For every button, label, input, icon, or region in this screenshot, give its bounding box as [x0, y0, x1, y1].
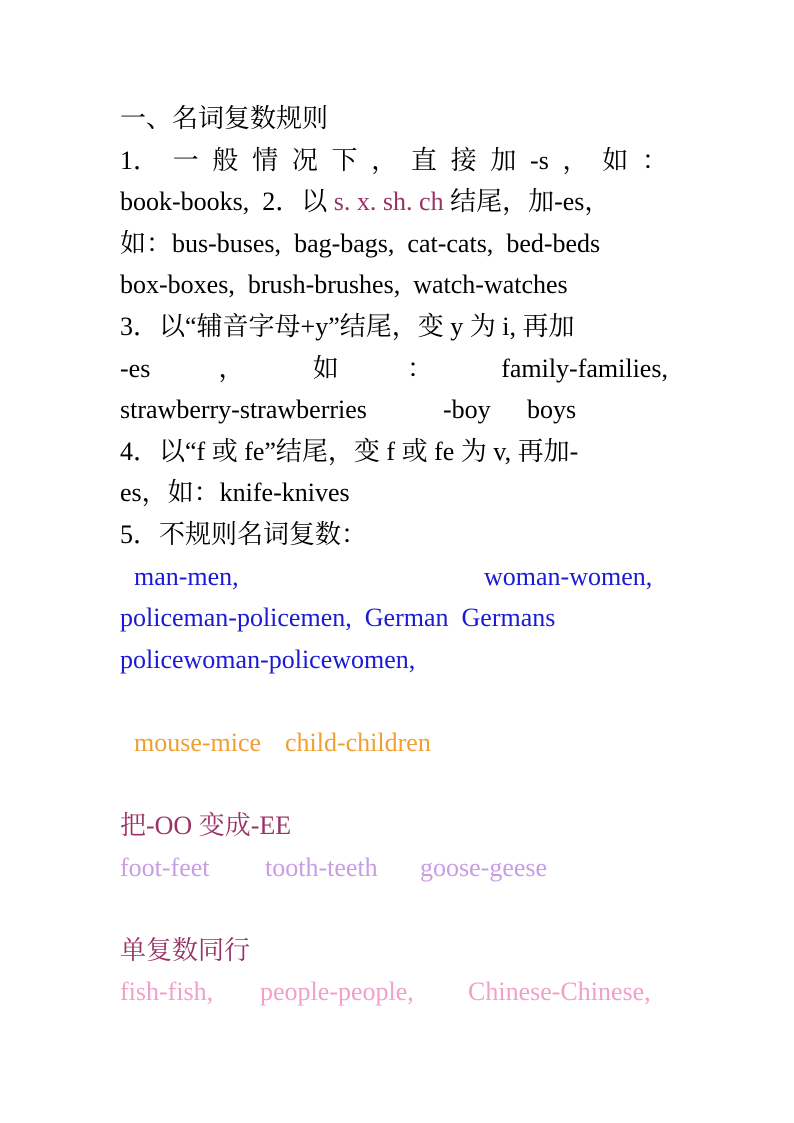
- oo-ee-examples: [120, 847, 668, 889]
- irregular-word: Germans: [461, 603, 556, 633]
- rule1-char: 下: [331, 145, 358, 175]
- irregular-word: policeman-policemen,: [120, 603, 352, 633]
- rule1-line: [120, 140, 668, 182]
- rule3-line: 3．以“辅音字母+y”结尾，变 y 为 i, 再加: [120, 311, 575, 341]
- rule1-example-line: [120, 181, 668, 223]
- irregular-line: policewoman-policewomen,: [120, 644, 416, 674]
- example-word: watch-watches: [413, 270, 568, 300]
- rule3-line: [120, 389, 668, 431]
- irregular-word: man-men,: [134, 561, 239, 591]
- rule3-word: -boy: [443, 395, 491, 425]
- rule1-example: book-books,: [120, 187, 250, 217]
- example-word: fish-fish,: [120, 977, 214, 1007]
- example-word: Chinese-Chinese,: [468, 977, 651, 1007]
- document-page: [120, 98, 668, 1013]
- rule1-char: ，: [562, 145, 589, 175]
- example-word: foot-feet: [120, 852, 210, 882]
- rule3-word: family-families,: [501, 353, 668, 383]
- example-word: tooth-teeth: [265, 852, 378, 882]
- rule4-line: 4．以“f 或 fe”结尾，变 f 或 fe 为 v, 再加-: [120, 436, 579, 466]
- example-word: people-people,: [260, 977, 414, 1007]
- example-word: bed-beds: [506, 228, 601, 258]
- rule1-char: -s: [530, 145, 549, 175]
- rule3-word: ：: [406, 353, 433, 383]
- spacer: [120, 764, 668, 806]
- example-word: box-boxes,: [120, 270, 235, 300]
- example-word: 如：bus-buses,: [120, 228, 282, 258]
- irregular-line: [120, 597, 668, 639]
- rule3-word: 如: [312, 353, 339, 383]
- example-word: bag-bags,: [294, 228, 395, 258]
- rule1-char: 般: [212, 145, 239, 175]
- rule3-word: boys: [527, 395, 577, 425]
- rule2-endings: s. x. sh. ch: [333, 187, 444, 217]
- rule1-char: 加: [490, 145, 517, 175]
- rule2-examples-line: [120, 264, 668, 306]
- rule1-char: ，: [371, 145, 398, 175]
- rule3-line: [120, 348, 668, 390]
- rule1-char: 一: [172, 145, 199, 175]
- rule3-word: ，: [218, 353, 245, 383]
- rule1-char: ：: [641, 145, 668, 175]
- rule2-prefix: 2．以: [262, 187, 328, 217]
- example-word: brush-brushes,: [247, 270, 401, 300]
- rule2-suffix: 结尾，加-es，: [450, 187, 611, 217]
- irregular-line: [120, 722, 668, 764]
- example-word: goose-geese: [420, 852, 548, 882]
- heading: 一、名词复数规则: [120, 104, 329, 133]
- same-form-title: 单复数同行: [120, 935, 251, 965]
- rule3-word: strawberry-strawberries: [120, 395, 367, 425]
- same-form-examples: [120, 971, 668, 1013]
- rule3-word: -es: [120, 353, 151, 383]
- irregular-word: child-children: [285, 727, 431, 757]
- example-word: cat-cats,: [407, 228, 494, 258]
- spacer: [120, 680, 668, 722]
- irregular-line: [120, 556, 668, 598]
- rule1-char: 1．: [120, 145, 160, 175]
- rule1-char: 接: [450, 145, 477, 175]
- rule5-title: 5．不规则名词复数：: [120, 519, 368, 549]
- irregular-word: woman-women,: [484, 561, 653, 591]
- rule1-char: 直: [410, 145, 437, 175]
- rule1-char: 况: [291, 145, 318, 175]
- rule1-char: 如: [602, 145, 629, 175]
- irregular-word: German: [364, 603, 449, 633]
- spacer: [120, 888, 668, 930]
- rule2-examples-line: [120, 223, 668, 265]
- rule1-char: 情: [252, 145, 279, 175]
- rule4-line: es，如：knife-knives: [120, 478, 350, 508]
- oo-ee-title: 把-OO 变成-EE: [120, 811, 292, 841]
- irregular-word: mouse-mice: [134, 727, 262, 757]
